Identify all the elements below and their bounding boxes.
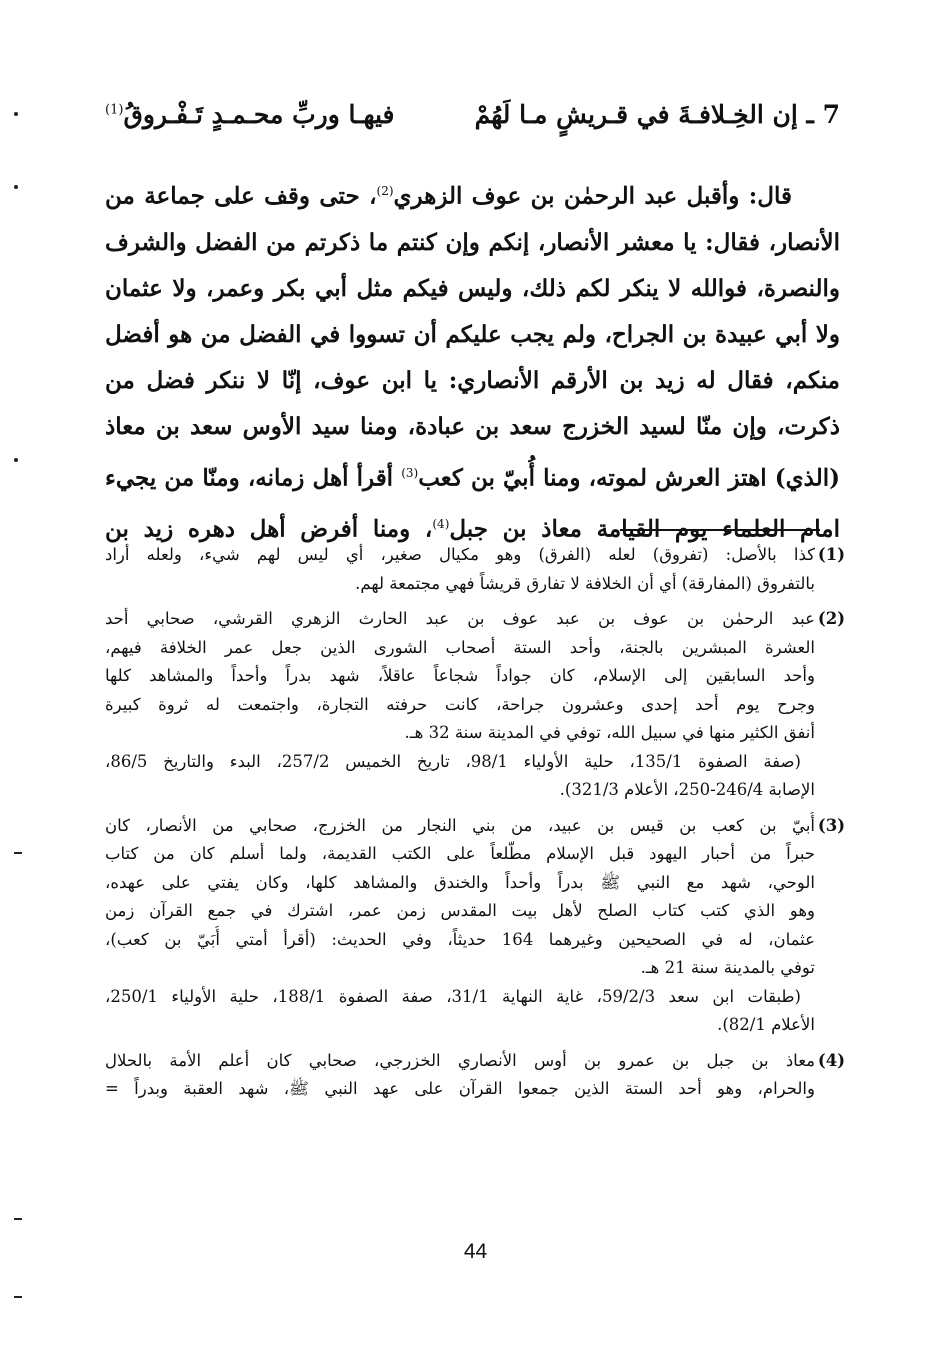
margin-mark xyxy=(14,852,22,854)
footnote-line: العشرة المبشرين بالجنة، وأحد الستة أصحاب الشورى الذين جعل عمر الخلافة فيهم، xyxy=(105,637,815,657)
footnote-1 xyxy=(105,541,845,598)
margin-mark xyxy=(14,185,18,189)
footnote-line: الوحي، شهد مع النبي ﷺ بدراً وأحداً والخندق والمشاهد كلها، وكان يفتي على عهده، xyxy=(105,872,815,892)
footnote-source-line: الإصابة 246/4-250، الأعلام 321/3). xyxy=(559,780,815,799)
footnote-2 xyxy=(105,605,845,805)
margin-mark xyxy=(14,1296,22,1298)
text-line: منكم، فقال له زيد بن الأرقم الأنصاري: يا ابن عوف، إنّا لا ننكر فضل من xyxy=(105,366,840,394)
footnote-ref: (2) xyxy=(376,184,394,198)
footnote-number: (4) xyxy=(817,1050,845,1070)
text-line: امام العلماء يوم القيامة معاذ بن جبل$^{(4)}$، ومنا أفرض أهل دهره زيد بن xyxy=(105,515,840,543)
footnote-number: (2) xyxy=(817,609,845,628)
footnote-line: عبد الرحمٰن بن عوف بن عبد عوف بن عبد الحارث الزهري القرشي، صحابي أحد xyxy=(105,609,815,628)
text-line: والنصرة، فوالله لا ينكر لكم ذلك، وليس فيكم مثل أبي بكر وعمر، ولا عثمان xyxy=(105,274,840,302)
verse-first-hemistich: 7 ـ إن الخِـلافـةَ في قـريشٍ مـا لَهُمْ xyxy=(474,100,840,129)
footnote-number: (3) xyxy=(817,815,845,835)
text-line: الأنصار، فقال: يا معشر الأنصار، إنكم وإن كنتم ما ذكرتم من الفضل والشرف xyxy=(105,228,840,256)
footnote-ref: (3) xyxy=(401,465,419,480)
footnote-separator xyxy=(620,529,820,531)
footnote-line: أنفق الكثير منها في سبيل الله، توفي في المدينة سنة 32 هـ. xyxy=(404,723,815,742)
footnote-line: وهو الذي كتب كتاب الصلح لأهل بيت المقدس زمن عمر، اشترك في جمع القرآن زمن xyxy=(105,901,815,920)
page-number: 44 xyxy=(463,1240,488,1263)
footnote-line: وجرح يوم أحد إحدى وعشرون جراحة، كانت حرفته التجارة، واجتمعت له ثروة كبيرة xyxy=(105,694,815,714)
footnote-source-line: (طبقات ابن سعد 59/2/3، غاية النهاية 31/1، صفة الصفوة 188/1، حلية الأولياء 250/1، xyxy=(105,986,801,1006)
footnote-line: والحرام، وهو أحد الستة الذين جمعوا القرآن على عهد النبي ﷺ، شهد العقبة وبدراً = xyxy=(105,1079,815,1098)
footnote-line: توفي بالمدينة سنة 21 هـ. xyxy=(640,958,815,977)
margin-mark xyxy=(14,112,18,116)
text-line: (الذي) اهتز العرش لموته، ومنا أُبيّ بن كعب$^{(3)}$ أقرأ أهل زمانه، ومنّا من يجيء xyxy=(105,464,840,492)
footnote-3 xyxy=(105,812,845,1040)
margin-mark xyxy=(14,1218,22,1220)
footnote-ref: (4) xyxy=(432,517,450,532)
footnote-line: معاذ بن جبل بن عمرو بن أوس الأنصاري الخزرجي، صحابي كان أعلم الأمة بالحلال xyxy=(105,1050,815,1070)
poem-verse xyxy=(105,100,840,129)
footnote-source-line: (صفة الصفوة 135/1، حلية الأولياء 98/1، تاريخ الخميس 257/2، البدء والتاريخ 86/5، xyxy=(105,751,801,771)
main-text xyxy=(105,168,840,553)
footnote-line: وأحد السابقين إلى الإسلام، كان جواداً شجاعاً عاقلاً، شهد بدراً وأحداً والمشاهد كلها xyxy=(105,666,815,685)
footnotes xyxy=(105,541,845,1111)
footnote-line: أُبيّ بن كعب بن قيس بن عبيد، من بني النجار من الخزرج، صحابي من الأنصار، كان xyxy=(105,815,815,835)
footnote-source-line: الأعلام 82/1). xyxy=(717,1015,815,1034)
footnote-line: عثمان، له في الصحيحين وغيرهما 164 حديثاً، وفي الحديث: (أقرأ أمتي أُبَيّ بن كعب)، xyxy=(105,929,815,949)
footnote-4 xyxy=(105,1047,845,1104)
footnote-line: بالتفروق (المفارقة) أي أن الخلافة لا تفارق قريشاً فهي مجتمعة لهم. xyxy=(355,573,815,593)
verse-second-hemistich: فيهـا وربِّ محـمـدٍ تَـفْـروقُ$^{(1)}$ xyxy=(105,100,395,129)
margin-mark xyxy=(14,458,18,462)
footnote-line: كذا بالأصل: (تفروق) لعله (الفرق) وهو مكيال صغير، أي ليس لهم شيء، ولعله أراد xyxy=(105,545,815,564)
footnote-line: حبراً من أحبار اليهود قبل الإسلام مطّلعاً على الكتب القديمة، ولما أسلم كان من كتاب xyxy=(105,844,815,863)
text-line: ذكرت، وإن منّا لسيد الخزرج سعد بن عبادة، ومنا سيد الأوس سعد بن معاذ xyxy=(105,412,840,440)
footnote-number: (1) xyxy=(817,545,845,564)
footnote-ref: (1) xyxy=(105,102,124,118)
text-line: قال: وأقبل عبد الرحمٰن بن عوف الزهري$^{(2)}$، حتى وقف على جماعة من xyxy=(105,182,792,210)
text-line: ولا أبي عبيدة بن الجراح، ولم يجب عليكم أن تسووا في الفضل من هو أفضل xyxy=(105,320,840,348)
